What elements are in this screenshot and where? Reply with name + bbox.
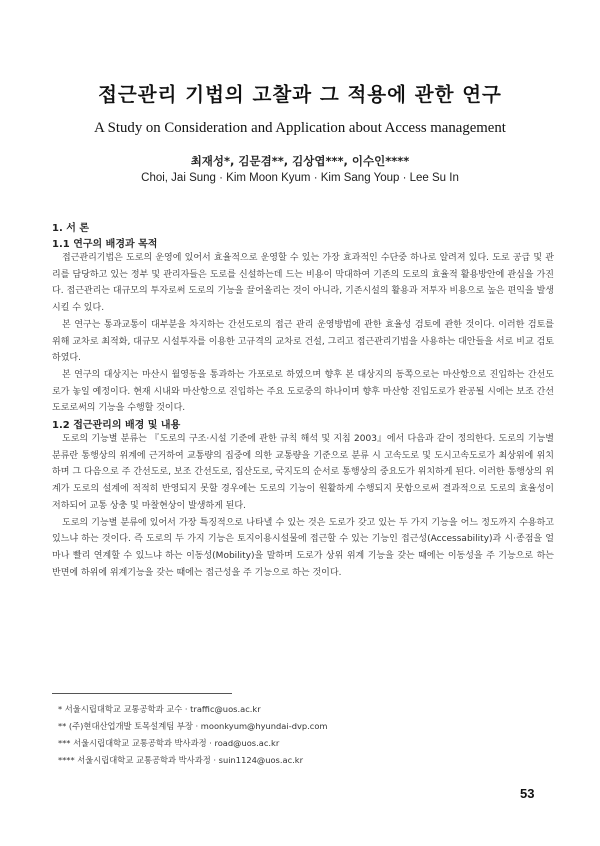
authors-korean: 최재성*, 김문겸**, 김상엽***, 이수인**** <box>190 154 410 168</box>
page-number: 53 <box>520 786 535 801</box>
section-heading: 1. 서 론 <box>52 223 90 234</box>
subsection-1-1 <box>52 235 554 417</box>
footnote: * 서울시립대학교 교통공학과 교수 · traffic@uos.ac.kr <box>58 704 261 714</box>
paragraph: 본 연구의 대상지는 마산시 월영동을 통과하는 가포로로 하였으며 향후 본 대상지의 동쪽으로는 마산항으로 진입하는 간선도로가 놓일 예정이다. 현재 시내와 마산항으로 진입하는 주요 도로중의 하나이며 향후 마산항 진입도로가 완공될 시에는 보조 간선도로로써의 기능을 수행할 것이다. <box>52 369 554 414</box>
title-korean: 접근관리 기법의 고찰과 그 적용에 관한 연구 <box>98 83 502 106</box>
section-1 <box>52 219 554 234</box>
footnote: *** 서울시립대학교 교통공학과 박사과정 · road@uos.ac.kr <box>58 738 280 748</box>
paragraph: 본 연구는 통과교통이 대부분을 차지하는 간선도로의 접근 관리 운영방법에 관한 효율성 검토에 관한 것이다. 이러한 검토를 위해 교차로 최적화, 대규모 시설투자를 이용한 고규격의 교차로 건설, 그리고 접근관리기법을 사용하는 대안들을 서로 비교 검토하였다. <box>52 319 554 364</box>
paragraph: 도로의 기능별 분류에 있어서 가장 특징적으로 나타낼 수 있는 것은 도로가 갖고 있는 두 가지 기능을 어느 정도까지 수용하고 있느냐 하는 것이다. 즉 도로의 두 가지 기능은 토지이용시설물에 접근할 수 있는 기능인 접근성(Accessability)과 시·종점을 얼마나 빨리 연계할 수 있느냐 하는 이동성(Mobility)을 말하며 도로가 상위 위계 기능을 갖는 때에는 이동성을 주 기능으로 하는 반면에 하위에 위계기능을 갖는 때에는 접근성을 주 기능으로 하는 것이다. <box>52 517 554 578</box>
footnote: **** 서울시립대학교 교통공학과 박사과정 · suin1124@uos.ac.kr <box>58 755 304 765</box>
footnote-divider <box>52 693 232 694</box>
paragraph: 도로의 기능별 분류는 『도로의 구조·시설 기준에 관한 규칙 해석 및 지침 2003』에서 다음과 같이 정의한다. 도로의 기능별 분류란 통행상의 위계에 근거하여 교통량의 집중에 의한 교통량을 기준으로 분류 시 고속도로 및 도시고속도로가 최상위에 위치하며 그 다음으로 주 간선도로, 보조 간선도로, 집산도로, 국지도의 순서로 통행상의 중요도가 위치하게 된다. 이러한 통행상의 위계가 도로의 설계에 적적히 반영되지 못할 경우에는 도로의 기능이 원활하게 수행되지 못함으로써 결과적으로 도로의 효율성이 저하되어 교통 상충 및 마찰현상이 발생하게 된다. <box>52 434 554 511</box>
subsection-heading: 1.2 접근관리의 배경 및 내용 <box>52 420 181 431</box>
subsection-heading: 1.1 연구의 배경과 목적 <box>52 239 158 250</box>
footnote: ** (주)현대산업개발 토목설계팀 부장 · moonkyum@hyundai-dvp.com <box>58 721 328 731</box>
authors-english: Choi, Jai Sung · Kim Moon Kyum · Kim Sang Youp · Lee Su In <box>141 172 459 184</box>
subsection-1-2 <box>52 416 554 581</box>
title-english: A Study on Consideration and Application about Access management <box>94 120 506 136</box>
paragraph: 접근관리기법은 도로의 운영에 있어서 효율적으로 운영할 수 있는 가장 효과적인 수단중 하나로 알려져 있다. 도로 공급 및 관리를 담당하고 있는 정부 및 관리자들은 도로를 신설하는데 드는 비용이 막대하여 기존의 도로의 효율적 활용방안에 관심을 가진다. 접근관리는 대규모의 투자로써 도로의 기능을 끌어올리는 것이 아니라, 기존시설의 활용과 저투자 비용으로 높은 편익을 발생시킬 수 있다. <box>52 253 554 314</box>
